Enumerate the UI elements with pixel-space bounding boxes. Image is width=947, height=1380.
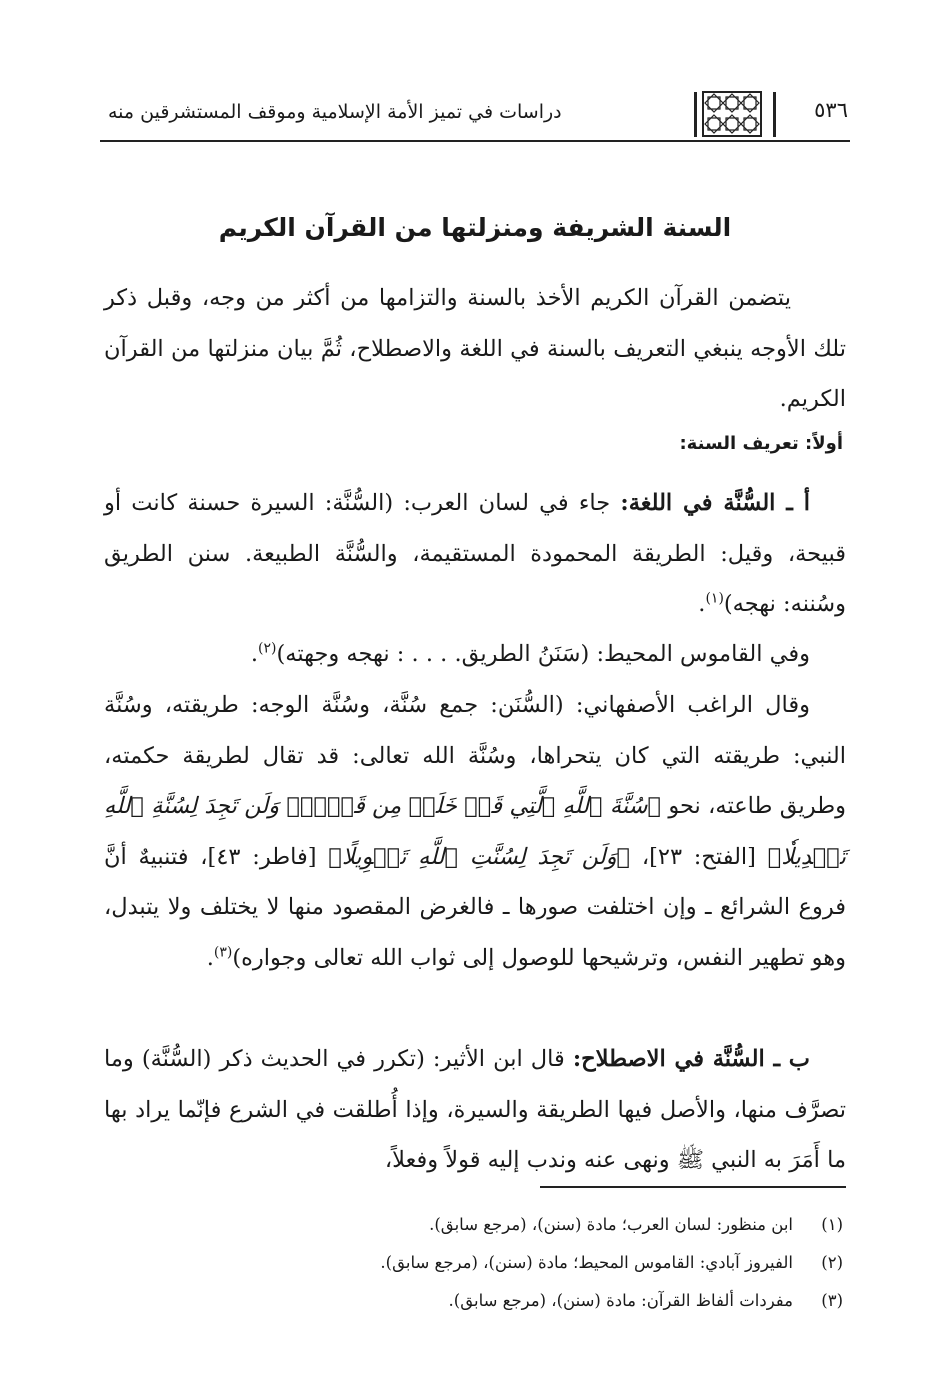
footnote-text: مفردات ألفاظ القرآن: مادة (سنن)، (مرجع سابق). xyxy=(448,1291,793,1310)
paragraph-lang-definition xyxy=(104,478,846,630)
raghib-text: وقال الراغب الأصفهاني: (السُّنَن: جمع سُنَّة، وسُنَّة الوجه: طريقته، وسُنَّة النبي: طريقته التي كان يتحراها، وسُنَّة الله تعالى: قد تقال لطريقة حكمته، وطريق طاعته، نحو xyxy=(104,692,846,819)
running-title: دراسات في تميز الأمة الإسلامية وموقف المستشرقين منه xyxy=(108,101,562,123)
definition-heading: أولاً: تعريف السنة: xyxy=(679,433,843,454)
quran-verse: ﴿وَلَن تَجِدَ لِسُنَّتِ ٱللَّهِ تَحۡوِيلًا﴾ xyxy=(328,843,631,870)
ornament-icon xyxy=(702,91,762,137)
verse-citation: [فاطر: ٤٣]، xyxy=(200,843,317,870)
quran-verse: ﴿سُنَّةَ ٱللَّهِ ٱلَّتِي قَدۡ خَلَتۡ مِن قَبۡلُۖ وَلَن تَجِدَ لِسُنَّةِ ٱللَّهِ تَبۡدِيلٗا﴾ xyxy=(104,793,847,870)
footnotes xyxy=(101,1208,843,1322)
section-title: السنة الشريفة ومنزلتها من القرآن الكريم xyxy=(218,213,732,242)
footnote-item xyxy=(101,1208,843,1246)
footnote-ref[interactable]: (٢) xyxy=(258,640,277,657)
header-divider xyxy=(773,92,776,137)
paragraph-istilah-definition xyxy=(104,1034,846,1186)
paragraph-qamus xyxy=(104,629,846,680)
punctuation: . xyxy=(206,944,214,971)
qamus-text: وفي القاموس المحيط: (سَنَنُ الطريق. . . . : نهجه وجهته) xyxy=(276,641,810,667)
footnote-text: الفيروز آبادي: القاموس المحيط؛ مادة (سنن)، (مرجع سابق). xyxy=(380,1253,793,1272)
istilah-text: قال ابن الأثير: (تكرر في الحديث ذكر (السُّنَّة) وما تصرَّف منها، والأصل فيها الطريقة والسيرة، وإذا أُطلقت في الشرع فإنّما يراد بها ما أَمَرَ به النبي ﷺ ونهى عنه وندب إليه قولاً وفعلاً، xyxy=(104,1046,846,1173)
footnote-number: (٢) xyxy=(821,1253,843,1272)
intro-paragraph: يتضمن القرآن الكريم الأخذ بالسنة والتزامها من أكثر من وجه، وقبل ذكر تلك الأوجه ينبغي التعريف بالسنة في اللغة والاصطلاح، ثُمَّ بيان منزلتها من القرآن الكريم. xyxy=(104,285,846,412)
footnote-item xyxy=(101,1284,843,1322)
footnote-item xyxy=(101,1246,843,1284)
footnote-number: (٣) xyxy=(821,1291,843,1310)
punctuation: . xyxy=(250,641,259,667)
istilah-label: ب ـ السُّنَّة في الاصطلاح: xyxy=(572,1046,810,1072)
raghib-text: فتنبيهٌ أنَّ فروع الشرائع ـ وإن اختلفت صورها ـ فالغرض المقصود منها لا يختلف ولا يتبدل، وهو تطهير النفس، وترشيحها للوصول إلى ثواب الله تعالى وجواره) xyxy=(104,843,846,971)
footnote-separator xyxy=(540,1186,846,1188)
page-number: ٥٣٦ xyxy=(814,98,848,122)
paragraph-raghib xyxy=(104,680,846,983)
footnote-text: ابن منظور: لسان العرب؛ مادة (سنن)، (مرجع سابق). xyxy=(429,1215,793,1234)
footnote-number: (١) xyxy=(821,1215,843,1234)
footnote-ref[interactable]: (١) xyxy=(705,590,724,607)
running-header xyxy=(100,88,850,142)
header-divider xyxy=(694,92,697,137)
lang-label: أ ـ السُّنَّة في اللغة: xyxy=(620,490,811,516)
footnote-ref[interactable]: (٣) xyxy=(213,944,233,960)
verse-citation: [الفتح: ٢٣]، xyxy=(641,843,756,870)
lang-text: جاء في لسان العرب: (السُّنَّة: السيرة حسنة كانت أو قبيحة، وقيل: الطريقة المحمودة المستقيمة، والسُّنَّة الطبيعة. سنن الطريق وسُننه: نهجه) xyxy=(104,490,846,617)
punctuation: . xyxy=(698,591,706,617)
